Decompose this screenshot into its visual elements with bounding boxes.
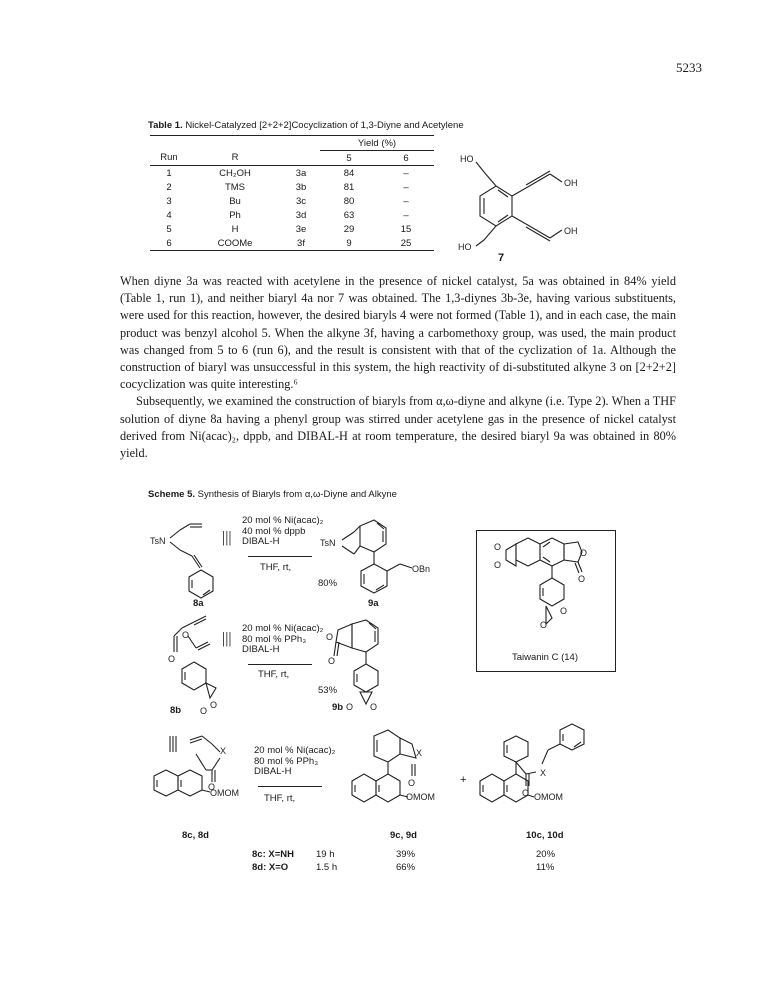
label-8a: 8a <box>193 598 204 609</box>
conditions-1: 20 mol % Ni(acac)₂ 40 mol % dppb DIBAL-H <box>242 515 324 547</box>
r-header: R <box>231 152 239 164</box>
svg-text:O: O <box>494 542 502 552</box>
structure-9b <box>322 620 432 730</box>
svg-text:OBn: OBn <box>412 564 431 574</box>
conditions-3: 20 mol % Ni(acac)₂ 80 mol % PPh₃ DIBAL-H <box>254 745 336 777</box>
plus-sign: + <box>460 774 467 786</box>
structure-9a <box>320 520 470 610</box>
svg-text:O: O <box>580 548 588 558</box>
body-text <box>120 273 676 462</box>
yield-table <box>150 135 434 251</box>
svg-text:TsN: TsN <box>320 538 336 548</box>
svg-text:O: O <box>560 606 568 616</box>
svg-text:X: X <box>540 768 547 778</box>
svg-text:O: O <box>182 630 190 640</box>
structure-taiwanin-c <box>486 538 606 648</box>
scheme-caption-text: Synthesis of Biaryls from α,ω-Diyne and Alkyne <box>197 489 397 500</box>
svg-text:OH: OH <box>564 226 578 236</box>
svg-text:X: X <box>220 746 227 756</box>
table-row: 6 COOMe 3f 9 25 <box>150 236 434 251</box>
structure-10c-10d <box>476 720 616 830</box>
svg-text:O: O <box>200 706 208 716</box>
structure-7-label: 7 <box>498 252 505 264</box>
label-9a: 9a <box>368 598 379 609</box>
label-9c-9d: 9c, 9d <box>390 830 417 841</box>
arrow-2 <box>248 664 312 665</box>
svg-text:O: O <box>210 700 218 710</box>
conditions-2: 20 mol % Ni(acac)₂ 80 mol % PPh₃ DIBAL-H <box>242 623 324 655</box>
table-caption-prefix: Table 1. <box>148 120 183 131</box>
table-row: 2 TMS 3b 81 – <box>166 181 409 193</box>
yield-5-header: 5 <box>346 152 352 164</box>
svg-text:O: O <box>346 702 354 712</box>
label-8c-8d: 8c, 8d <box>182 830 209 841</box>
label-9b: 9b <box>332 702 344 713</box>
svg-text:O: O <box>326 632 334 642</box>
svg-text:O: O <box>208 782 216 792</box>
conditions-table <box>252 848 555 874</box>
arrow-3 <box>258 786 322 787</box>
table-caption-text: Nickel-Catalyzed [2+2+2]Cocyclization of 1,3-Diyne and Acetylene <box>185 120 464 131</box>
table-row: 4 Ph 3d 63 – <box>166 209 409 221</box>
svg-text:HO: HO <box>460 154 474 164</box>
svg-text:TsN: TsN <box>150 536 166 546</box>
label-8b: 8b <box>170 705 182 716</box>
svg-text:OH: OH <box>564 178 578 188</box>
table-row: 8d: X=O 1.5 h 66% 11% <box>252 862 555 873</box>
svg-text:O: O <box>578 574 586 584</box>
scheme-caption-prefix: Scheme 5. <box>148 489 195 500</box>
table-caption <box>148 120 464 131</box>
svg-text:O: O <box>494 560 502 570</box>
svg-text:O: O <box>370 702 378 712</box>
yield-1: 80% <box>318 578 338 589</box>
table-row: 5 H 3e 29 15 <box>166 223 412 235</box>
yield-2: 53% <box>318 685 338 696</box>
svg-text:OMOM: OMOM <box>406 792 435 802</box>
taiwanin-label: Taiwanin C (14) <box>512 652 578 663</box>
svg-text:OMOM: OMOM <box>210 788 239 798</box>
structure-9c-9d <box>334 730 454 830</box>
structure-8c-8d <box>150 730 250 830</box>
solvent-1: THF, rt, <box>260 562 292 573</box>
table-row: 1 CH₂OH 3a 84 – <box>166 167 409 179</box>
table-row: 8c: X=NH 19 h 39% 20% <box>252 849 556 860</box>
yield-header: Yield (%) <box>320 136 434 151</box>
acetylene-symbol: ||| <box>222 630 232 647</box>
page-number: 5233 <box>676 60 702 75</box>
structure-7 <box>446 150 586 260</box>
solvent-2: THF, rt, <box>258 669 290 680</box>
yield-6-header: 6 <box>403 152 409 164</box>
run-header: Run <box>160 152 178 164</box>
scheme-caption <box>148 489 397 500</box>
svg-text:OMOM: OMOM <box>534 792 563 802</box>
svg-text:O: O <box>408 778 416 788</box>
solvent-3: THF, rt, <box>264 793 296 804</box>
acetylene-symbol: ||| <box>222 529 232 546</box>
svg-text:O: O <box>328 656 336 666</box>
table-row: 3 Bu 3c 80 – <box>166 195 409 207</box>
svg-text:O: O <box>540 620 548 630</box>
svg-text:X: X <box>416 748 423 758</box>
label-10c-10d: 10c, 10d <box>526 830 564 841</box>
svg-text:O: O <box>522 788 530 798</box>
svg-text:HO: HO <box>458 242 472 252</box>
paragraph-2: Subsequently, we examined the construction of biaryls from α,ω-diyne and alkyne (i.e. Type 2). When a THF solution of diyne 8a having a phenyl group was stirred under acetylene gas in the presence of nickel catalyst derived from Ni(acac)₂, dppb, and DIBAL-H at room temperature, the desired biaryl 9a was obtained in 80% yield. <box>120 394 676 461</box>
arrow-1 <box>248 556 312 557</box>
paragraph-1: When diyne 3a was reacted with acetylene in the presence of nickel catalyst, 5a was obtained in 84% yield (Table 1, run 1), and neither biaryl 4a nor 7 was obtained. The 1,3-diynes 3b-3e, having various substituents, were used for this reaction, however, the desired biaryls 4 were not formed (Table 1), and in each case, the main product was benzyl alcohol 5. When the alkyne 3f, having a carbomethoxy group, was used, the main product was changed from 5 to 6 (run 6), and the result is consistent with that of the cyclization of 1a. Although the construction of biaryl was unsuccessful in this system, the high reactivity of di-substituted alkyne 3 on [2+2+2] cocyclization was quite interesting.⁶ <box>120 274 676 392</box>
svg-text:O: O <box>168 654 176 664</box>
